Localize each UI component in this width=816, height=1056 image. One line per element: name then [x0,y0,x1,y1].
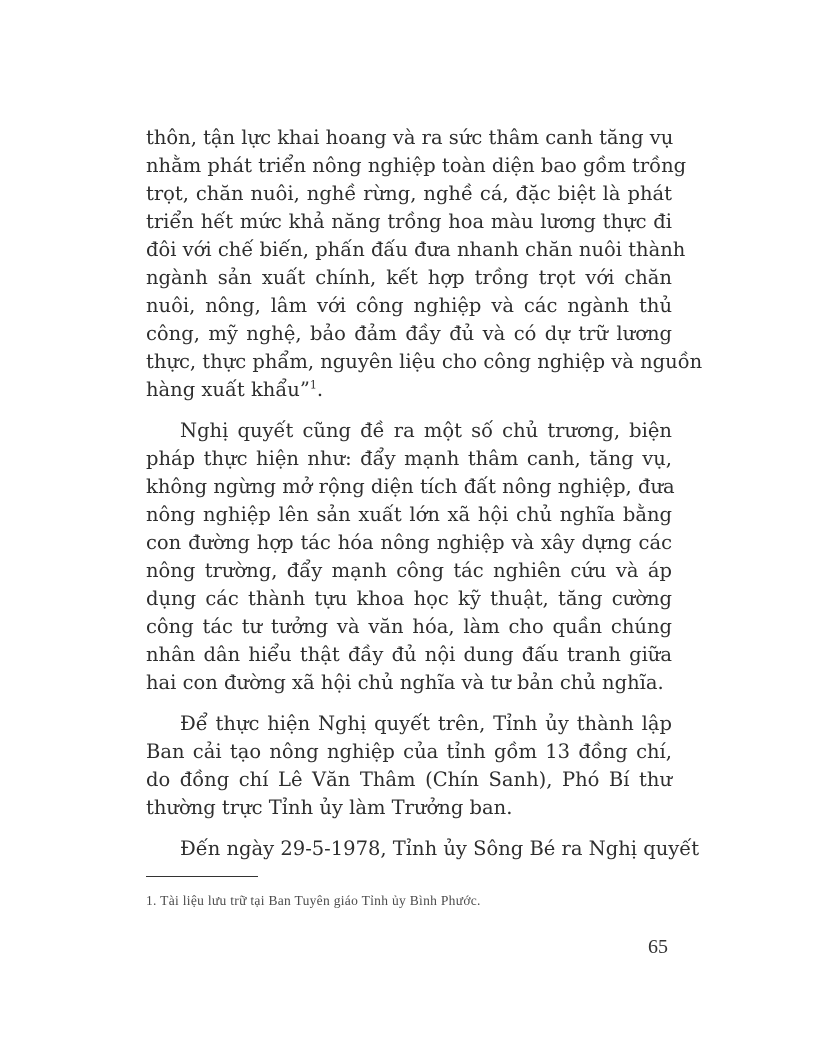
body-text [146,124,703,876]
text-line-content: thôn, tận lực khai hoang và ra sức thâm canh tăng vụ [146,126,674,149]
text-line [146,348,703,376]
text-line-content: công, mỹ nghệ, bảo đảm đầy đủ và có dự trữ lương [146,322,672,345]
text-line [146,152,687,180]
text-line-content: nông nghiệp lên sản xuất lớn xã hội chủ nghĩa bằng [146,503,672,526]
text-line [146,794,672,822]
text-line [146,264,672,292]
paragraph-3 [146,710,672,822]
text-line-content: nhằm phát triển nông nghiệp toàn diện bao gồm trồng [146,154,687,177]
text-line-content: con đường hợp tác hóa nông nghiệp và xây dựng các [146,531,672,554]
text-line-content: nông trường, đẩy mạnh công tác nghiên cứu và áp [146,559,672,582]
text-line [146,835,700,863]
text-line [146,208,672,236]
paragraph-4 [146,835,700,863]
text-line [146,641,672,669]
text-line-content: ngành sản xuất chính, kết hợp trồng trọt với chăn [146,266,672,289]
text-line [146,738,672,766]
text-line-content: trọt, chăn nuôi, nghề rừng, nghề cá, đặc biệt là phát [146,182,672,205]
footnote-divider [146,876,258,877]
text-line-content: dụng các thành tựu khoa học kỹ thuật, tăng cường [146,587,672,610]
text-line-content: thường trực Tỉnh ủy làm Trưởng ban. [146,796,513,819]
text-line-content: thực, thực phẩm, nguyên liệu cho công nghiệp và nguồn [146,350,703,373]
text-line-content: nhân dân hiểu thật đầy đủ nội dung đấu tranh giữa [146,643,672,666]
paragraph-2 [146,417,675,697]
text-line [146,292,672,320]
text-line [146,236,686,264]
text-line-content: Ban cải tạo nông nghiệp của tỉnh gồm 13 đồng chí, [146,740,672,763]
text-line [146,501,672,529]
text-line [146,585,672,613]
text-line [146,766,672,794]
text-line [146,557,672,585]
text-line [146,124,672,152]
text-line [146,710,672,738]
text-line-content: pháp thực hiện như: đẩy mạnh thâm canh, tăng vụ, [146,447,672,470]
text-line-content: hàng xuất khẩu” [146,378,310,401]
text-line [146,473,675,501]
text-line [146,320,672,348]
footnote-reference: 1 [309,378,317,392]
page-number: 65 [648,936,668,958]
text-line-content: Nghị quyết cũng đề ra một số chủ trương, biện [180,419,672,442]
text-line-content: triển hết mức khả năng trồng hoa màu lương thực đi [146,210,672,233]
text-line-content: không ngừng mở rộng diện tích đất nông nghiệp, đưa [146,475,675,498]
period: . [316,378,324,401]
text-line-content: Để thực hiện Nghị quyết trên, Tỉnh ủy thành lập [180,712,672,735]
text-line [146,417,672,445]
text-line [146,445,672,473]
text-line-content: hai con đường xã hội chủ nghĩa và tư bản chủ nghĩa. [146,671,664,694]
text-line [146,613,672,641]
text-line [146,376,672,404]
text-line-content: Đến ngày 29-5-1978, Tỉnh ủy Sông Bé ra Nghị quyết [180,837,700,860]
text-line [146,529,672,557]
text-line [146,669,672,697]
footnote: 1. Tài liệu lưu trữ tại Ban Tuyên giáo Tỉnh ủy Bình Phước. [146,893,481,908]
text-line-content: đôi với chế biến, phấn đấu đưa nhanh chăn nuôi thành [146,238,686,261]
text-line [146,180,672,208]
paragraph-1 [146,124,703,404]
text-line-content: do đồng chí Lê Văn Thâm (Chín Sanh), Phó Bí thư [146,768,672,791]
text-line-content: nuôi, nông, lâm với công nghiệp và các ngành thủ [146,294,672,317]
text-line-content: công tác tư tưởng và văn hóa, làm cho quần chúng [146,615,672,638]
